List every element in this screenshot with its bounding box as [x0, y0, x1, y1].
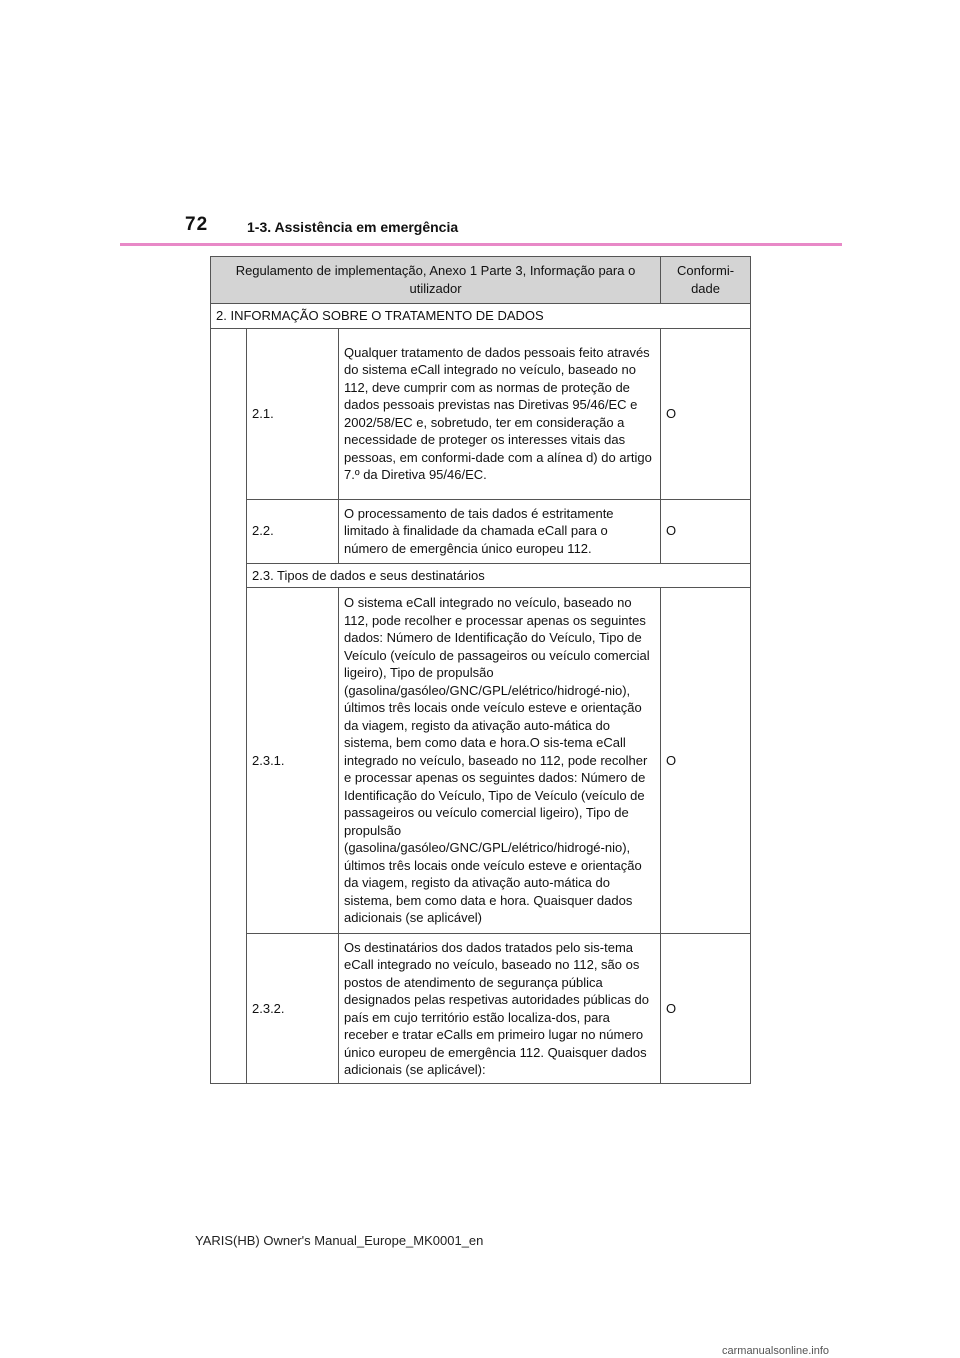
row-number: 2.3.1. — [247, 588, 339, 934]
table-row — [211, 934, 751, 1084]
row-conformity: O — [661, 328, 751, 499]
row-number: 2.1. — [247, 328, 339, 499]
row-text: Os destinatários dos dados tratados pelo sis-tema eCall integrado no veículo, baseado no 112, são os postos de atendimento de segurança pública designados pelas respetivas autoridades públicas do país em cujo território estão localiza-dos, para receber e tratar eCalls em primeiro lugar no número único europeu de emergência 112. Quaisquer dados adicionais (se aplicável): — [339, 934, 661, 1084]
row-number: 2.2. — [247, 499, 339, 563]
section-title: 1-3. Assistência em emergência — [247, 219, 459, 235]
table-row — [211, 588, 751, 934]
table-row — [211, 328, 751, 499]
regulation-column-header: Regulamento de implementação, Anexo 1 Parte 3, Informação para o utilizador — [211, 257, 661, 304]
row-number: 2.3.2. — [247, 934, 339, 1084]
row-text: O sistema eCall integrado no veículo, baseado no 112, pode recolher e processar apenas os seguintes dados: Número de Identificação do Veículo, Tipo de Veículo (veículo de passageiros ou veículo comercial ligeiro), Tipo de propulsão (gasolina/gasóleo/GNC/GPL/elétrico/hidrogé-nio), últimos três locais onde veículo esteve e orientação da viagem, registo da ativação auto-mática do sistema, bem como data e hora.O sis-tema eCall integrado no veículo, baseado no 112, pode recolher e processar apenas os seguintes dados: Número de Identificação do Veículo, Tipo de Veículo (veículo de passageiros ou veículo comercial ligeiro), Tipo de propulsão (gasolina/gasóleo/GNC/GPL/elétrico/hidrogé-nio), últimos três locais onde veículo esteve e orientação da viagem, registo da ativação auto-mática do sistema, bem como data e hora. Quaisquer dados adicionais (se aplicável) — [339, 588, 661, 934]
row-text: O processamento de tais dados é estritamente limitado à finalidade da chamada eCall para o número de emergência único europeu 112. — [339, 499, 661, 563]
row-conformity: O — [661, 588, 751, 934]
manual-identifier: YARIS(HB) Owner's Manual_Europe_MK0001_en — [195, 1233, 484, 1248]
conformity-column-header: Conformi-dade — [661, 257, 751, 304]
section-row — [211, 304, 751, 329]
page-number: 72 — [185, 214, 209, 235]
row-conformity: O — [661, 499, 751, 563]
row-text: Qualquer tratamento de dados pessoais feito através do sistema eCall integrado no veículo, baseado no 112, deve cumprir com as normas de proteção de dados pessoais previstas nas Diretivas 95/46/EC e 2002/58/EC e, sobretudo, ter em consideração a necessidade de proteger os interesses vitais das pessoas, em conformi-dade com a alínea d) do artigo 7.º da Diretiva 95/46/EC. — [339, 328, 661, 499]
indent-column — [211, 328, 247, 1084]
header-divider — [120, 243, 842, 246]
table-header-row — [211, 257, 751, 304]
regulation-table — [210, 256, 751, 1084]
row-conformity: O — [661, 934, 751, 1084]
watermark: carmanualsonline.info — [722, 1345, 830, 1357]
subsection-heading: 2.3. Tipos de dados e seus destinatários — [247, 563, 751, 588]
section-heading: 2. INFORMAÇÃO SOBRE O TRATAMENTO DE DADOS — [211, 304, 751, 329]
subsection-row — [211, 563, 751, 588]
table-row — [211, 499, 751, 563]
